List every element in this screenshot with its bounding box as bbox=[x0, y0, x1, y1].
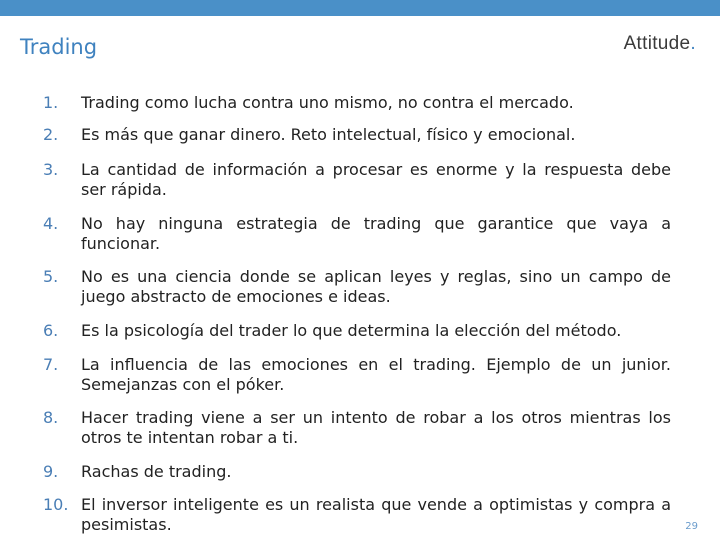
item-number: 1. bbox=[43, 93, 59, 112]
item-number: 3. bbox=[43, 160, 59, 179]
item-text: Rachas de trading. bbox=[81, 462, 232, 481]
item-number: 7. bbox=[43, 355, 59, 374]
item-text: No es una ciencia donde se aplican leyes y reglas, sino un campo de juego abstracto de emociones e ideas. bbox=[81, 267, 671, 306]
item-text: Es la psicología del trader lo que determina la elección del método. bbox=[81, 321, 622, 340]
logo-word: Attitude bbox=[623, 33, 691, 54]
item-number: 9. bbox=[43, 462, 59, 481]
item-text: Hacer trading viene a ser un intento de robar a los otros mientras los otros te intentan robar a ti. bbox=[81, 408, 671, 447]
item-number: 6. bbox=[43, 321, 59, 340]
item-number: 2. bbox=[43, 125, 59, 144]
item-number: 4. bbox=[43, 214, 59, 233]
item-text: Trading como lucha contra uno mismo, no contra el mercado. bbox=[81, 93, 574, 112]
logo-dot: . bbox=[690, 33, 696, 54]
item-text: No hay ninguna estrategia de trading que garantice que vaya a funcionar. bbox=[81, 214, 671, 253]
item-text: Es más que ganar dinero. Reto intelectual, físico y emocional. bbox=[81, 125, 576, 144]
item-text: El inversor inteligente es un realista que vende a optimistas y compra a pesimistas. bbox=[81, 495, 671, 534]
item-number: 8. bbox=[43, 408, 59, 427]
item-number: 5. bbox=[43, 267, 59, 286]
page-number: 29 bbox=[685, 521, 698, 532]
slide-title: Trading bbox=[20, 35, 98, 59]
item-text: La influencia de las emociones en el trading. Ejemplo de un junior. Semejanzas con el póker. bbox=[81, 355, 671, 394]
item-number: 10. bbox=[43, 495, 69, 514]
item-text: La cantidad de información a procesar es enorme y la respuesta debe ser rápida. bbox=[81, 160, 671, 199]
